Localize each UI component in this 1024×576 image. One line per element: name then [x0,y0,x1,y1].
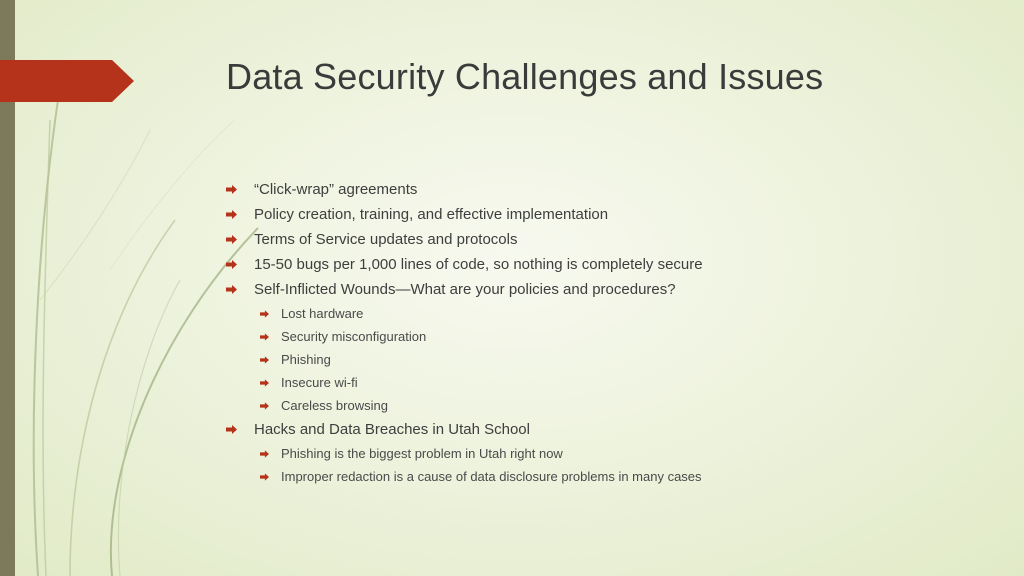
bullet-text: “Click-wrap” agreements [254,181,418,198]
bullet-item [226,252,986,277]
bullet-arrow-icon [226,260,237,269]
sub-bullet-item [226,394,986,417]
sub-bullet-item [226,302,986,325]
bullet-text: Improper redaction is a cause of data disclosure problems in many cases [281,469,702,484]
sub-bullet-item [226,442,986,465]
sub-bullet-item [226,371,986,394]
bullet-text: Phishing is the biggest problem in Utah right now [281,446,563,461]
bullet-list [226,177,986,488]
bullet-item [226,277,986,302]
bullet-text: Hacks and Data Breaches in Utah School [254,421,530,438]
title-accent-banner [0,60,134,102]
bullet-arrow-icon [260,333,269,341]
sub-bullet-item [226,465,986,488]
bullet-text: Insecure wi-fi [281,375,358,390]
bullet-arrow-icon [260,379,269,387]
bullet-arrow-icon [226,210,237,219]
bullet-arrow-icon [260,402,269,410]
bullet-item [226,202,986,227]
bullet-text: Security misconfiguration [281,329,427,344]
bullet-arrow-icon [260,356,269,364]
bullet-text: Terms of Service updates and protocols [254,231,518,248]
bullet-arrow-icon [260,473,269,481]
bullet-text: Policy creation, training, and effective implementation [254,206,609,223]
bullet-arrow-icon [260,310,269,318]
bullet-text: Lost hardware [281,306,364,321]
bullet-arrow-icon [226,425,237,434]
bullet-item [226,177,986,202]
sub-bullet-item [226,325,986,348]
bullet-arrow-icon [226,285,237,294]
bullet-item [226,227,986,252]
bullet-arrow-icon [260,450,269,458]
bullet-arrow-icon [226,235,237,244]
slide-title: Data Security Challenges and Issues [226,56,824,97]
bullet-text: Careless browsing [281,398,388,413]
bullet-text: Phishing [281,352,331,367]
bullet-item [226,417,986,442]
bullet-arrow-icon [226,185,237,194]
sub-bullet-item [226,348,986,371]
bullet-text: Self-Inflicted Wounds—What are your policies and procedures? [254,281,676,298]
bullet-text: 15-50 bugs per 1,000 lines of code, so nothing is completely secure [254,256,703,273]
